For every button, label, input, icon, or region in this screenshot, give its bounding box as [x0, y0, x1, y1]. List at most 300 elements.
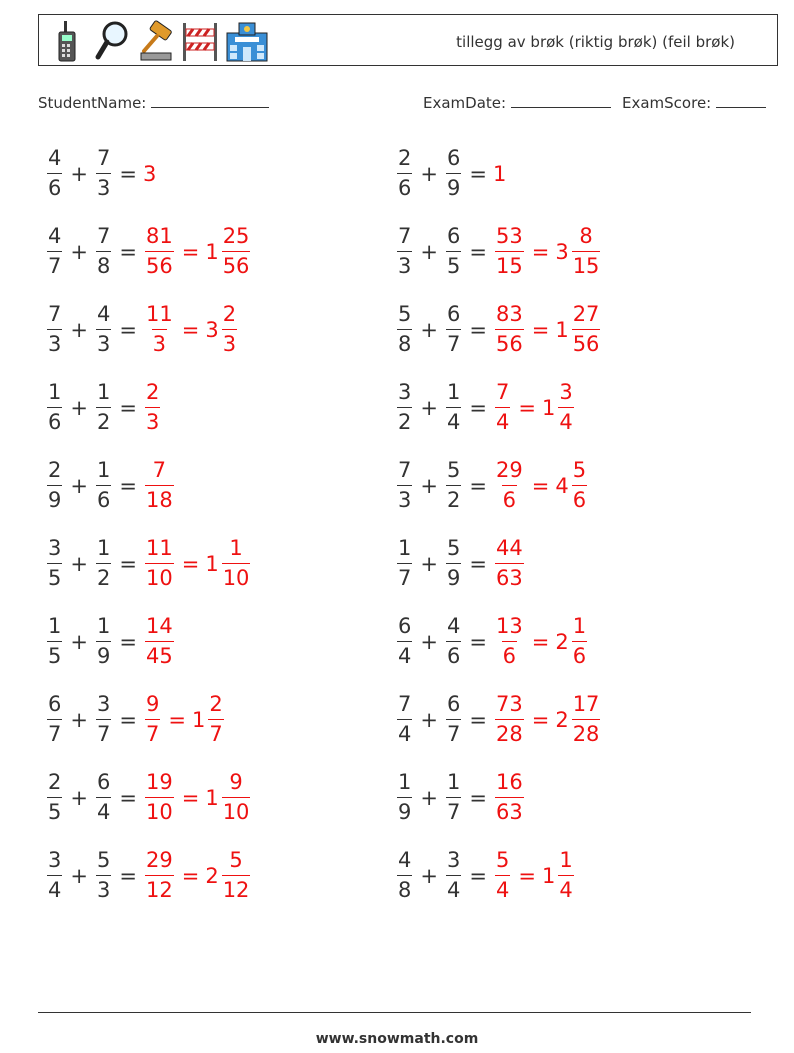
numerator: 19: [145, 770, 173, 794]
problem-2: [45, 226, 252, 277]
addend-fraction: [47, 148, 62, 199]
problem-10: [45, 850, 252, 901]
improper-fraction: [145, 772, 174, 823]
denominator: 4: [47, 875, 62, 901]
numerator: 1: [398, 536, 412, 560]
plus-sign: +: [420, 317, 438, 342]
addend-fraction: [47, 304, 62, 355]
denominator: 9: [446, 563, 461, 589]
equals-sign: =: [469, 473, 487, 498]
numerator: 81: [145, 224, 173, 248]
addend-fraction: [47, 616, 62, 667]
answer: [493, 162, 507, 186]
numerator: 1: [398, 770, 412, 794]
addend-fraction: [397, 304, 412, 355]
addend-fraction: [96, 226, 111, 277]
numerator: 3: [96, 692, 111, 716]
numerator: 4: [96, 302, 111, 326]
equals-sign: =: [181, 863, 200, 888]
plus-sign: +: [420, 395, 438, 420]
addend-fraction: [446, 850, 461, 901]
problem-16: [395, 538, 526, 589]
barrier-icon: [181, 19, 219, 63]
problem-8: [45, 694, 226, 745]
numerator: 8: [579, 224, 593, 248]
numerator: 1: [446, 380, 461, 404]
mixed-fraction: [222, 772, 251, 823]
denominator: 8: [397, 329, 412, 355]
numerator: 1: [572, 614, 587, 638]
denominator: 4: [558, 407, 573, 433]
footer-url: www.snowmath.com: [315, 1031, 479, 1047]
denominator: 9: [96, 641, 111, 667]
plus-sign: +: [70, 629, 88, 654]
numerator: 5: [398, 302, 412, 326]
problem-9: [45, 772, 252, 823]
exam-date-label: ExamDate:: [423, 94, 507, 112]
equals-sign: =: [469, 785, 487, 810]
equals-sign: =: [531, 473, 550, 498]
improper-fraction: [495, 460, 524, 511]
numerator: 1: [229, 536, 243, 560]
denominator: 4: [397, 641, 412, 667]
equals-sign: =: [531, 629, 550, 654]
numerator: 1: [48, 614, 62, 638]
denominator: 7: [47, 719, 62, 745]
whole-number: 3: [205, 317, 219, 342]
plus-sign: +: [70, 863, 88, 888]
addend-fraction: [446, 616, 461, 667]
numerator: 3: [446, 848, 461, 872]
whole-number: 1: [492, 161, 507, 186]
problem-13: [395, 304, 602, 355]
numerator: 4: [48, 146, 62, 170]
answer: [493, 694, 602, 745]
numerator: 17: [572, 692, 600, 716]
answer: [143, 616, 176, 667]
numerator: 7: [96, 146, 111, 170]
denominator: 10: [222, 797, 251, 823]
numerator: 1: [96, 380, 111, 404]
denominator: 7: [208, 719, 223, 745]
numerator: 3: [48, 848, 62, 872]
addend-fraction: [397, 538, 412, 589]
improper-fraction: [495, 226, 524, 277]
numerator: 1: [559, 848, 573, 872]
numerator: 27: [572, 302, 600, 326]
denominator: 6: [572, 641, 587, 667]
numerator: 7: [48, 302, 62, 326]
equals-sign: =: [469, 395, 487, 420]
denominator: 10: [145, 563, 174, 589]
numerator: 7: [398, 692, 412, 716]
addend-fraction: [96, 382, 111, 433]
plus-sign: +: [70, 161, 88, 186]
denominator: 28: [572, 719, 601, 745]
numerator: 5: [495, 848, 510, 872]
denominator: 4: [495, 875, 510, 901]
numerator: 53: [495, 224, 523, 248]
addend-fraction: [397, 382, 412, 433]
mixed-fraction: [222, 538, 251, 589]
walkie-talkie-icon: [49, 19, 87, 63]
whole-number: 3: [142, 161, 157, 186]
addend-fraction: [96, 850, 111, 901]
addend-fraction: [397, 850, 412, 901]
denominator: 9: [397, 797, 412, 823]
equals-sign: =: [119, 863, 137, 888]
numerator: 73: [495, 692, 523, 716]
addend-fraction: [397, 694, 412, 745]
plus-sign: +: [70, 551, 88, 576]
denominator: 2: [397, 407, 412, 433]
mixed-fraction: [222, 304, 237, 355]
denominator: 3: [96, 173, 111, 199]
problem-14: [395, 382, 576, 433]
addend-fraction: [47, 382, 62, 433]
addend-fraction: [47, 850, 62, 901]
problem-6: [45, 538, 252, 589]
numerator: 2: [222, 302, 237, 326]
answer: [493, 538, 526, 589]
numerator: 2: [145, 380, 160, 404]
denominator: 3: [96, 329, 111, 355]
numerator: 5: [446, 458, 461, 482]
denominator: 2: [96, 563, 111, 589]
answer: [143, 460, 176, 511]
numerator: 7: [495, 380, 510, 404]
equals-sign: =: [469, 239, 487, 264]
equals-sign: =: [518, 863, 536, 888]
improper-fraction: [145, 460, 174, 511]
numerator: 2: [48, 770, 62, 794]
numerator: 7: [398, 224, 412, 248]
numerator: 3: [559, 380, 573, 404]
plus-sign: +: [70, 473, 88, 498]
denominator: 3: [222, 329, 237, 355]
plus-sign: +: [420, 863, 438, 888]
denominator: 4: [96, 797, 111, 823]
student-name-field: [38, 93, 269, 112]
problem-18: [395, 694, 602, 745]
answer: [143, 772, 252, 823]
problem-4: [45, 382, 162, 433]
denominator: 45: [145, 641, 174, 667]
addend-fraction: [96, 460, 111, 511]
addend-fraction: [96, 772, 111, 823]
denominator: 9: [47, 485, 62, 511]
addend-fraction: [96, 304, 111, 355]
numerator: 7: [398, 458, 412, 482]
problem-5: [45, 460, 176, 511]
mixed-fraction: [222, 226, 251, 277]
addend-fraction: [397, 226, 412, 277]
problem-20: [395, 850, 576, 901]
mixed-fraction: [558, 850, 573, 901]
addend-fraction: [446, 460, 461, 511]
equals-sign: =: [531, 707, 550, 732]
addend-fraction: [446, 382, 461, 433]
answer: [143, 694, 226, 745]
problem-1: [45, 148, 157, 199]
improper-fraction: [145, 538, 174, 589]
numerator: 83: [495, 302, 523, 326]
plus-sign: +: [420, 473, 438, 498]
equals-sign: =: [168, 707, 186, 732]
denominator: 6: [96, 485, 111, 511]
equals-sign: =: [181, 239, 200, 264]
denominator: 9: [446, 173, 461, 199]
numerator: 6: [96, 770, 111, 794]
denominator: 56: [145, 251, 174, 277]
answer: [493, 382, 576, 433]
addend-fraction: [47, 772, 62, 823]
denominator: 4: [397, 719, 412, 745]
addend-fraction: [446, 304, 461, 355]
numerator: 13: [495, 614, 523, 638]
plus-sign: +: [70, 317, 88, 342]
addend-fraction: [47, 538, 62, 589]
whole-number: 2: [555, 629, 569, 654]
numerator: 1: [96, 614, 111, 638]
denominator: 63: [495, 563, 524, 589]
plus-sign: +: [70, 785, 88, 810]
answer: [493, 226, 602, 277]
numerator: 29: [495, 458, 523, 482]
problem-11: [395, 148, 507, 199]
denominator: 15: [572, 251, 601, 277]
equals-sign: =: [469, 317, 487, 342]
equals-sign: =: [119, 395, 137, 420]
numerator: 2: [48, 458, 62, 482]
denominator: 4: [446, 875, 461, 901]
addend-fraction: [397, 148, 412, 199]
whole-number: 1: [541, 395, 556, 420]
answer: [493, 772, 526, 823]
plus-sign: +: [420, 629, 438, 654]
improper-fraction: [145, 616, 174, 667]
denominator: 4: [446, 407, 461, 433]
addend-fraction: [96, 538, 111, 589]
mixed-fraction: [572, 460, 587, 511]
equals-sign: =: [469, 707, 487, 732]
denominator: 2: [96, 407, 111, 433]
footer-divider: [38, 1012, 751, 1013]
numerator: 11: [145, 302, 173, 326]
answer: [493, 616, 589, 667]
mixed-fraction: [572, 304, 601, 355]
exam-date-blank: [511, 93, 611, 108]
whole-number: 1: [555, 317, 569, 342]
denominator: 4: [558, 875, 573, 901]
numerator: 1: [446, 770, 461, 794]
denominator: 5: [47, 797, 62, 823]
addend-fraction: [446, 226, 461, 277]
numerator: 16: [495, 770, 523, 794]
equals-sign: =: [119, 161, 137, 186]
improper-fraction: [145, 304, 174, 355]
denominator: 6: [47, 407, 62, 433]
whole-number: 1: [191, 707, 206, 732]
denominator: 4: [495, 407, 510, 433]
improper-fraction: [145, 382, 160, 433]
exam-score-blank: [716, 93, 766, 108]
numerator: 29: [145, 848, 173, 872]
numerator: 25: [222, 224, 250, 248]
numerator: 14: [145, 614, 173, 638]
problem-12: [395, 226, 602, 277]
mixed-fraction: [572, 616, 587, 667]
numerator: 3: [398, 380, 412, 404]
numerator: 9: [229, 770, 243, 794]
mixed-fraction: [572, 694, 601, 745]
numerator: 5: [96, 848, 111, 872]
improper-fraction: [495, 850, 510, 901]
mixed-fraction: [558, 382, 573, 433]
numerator: 6: [398, 614, 412, 638]
answer: [493, 460, 589, 511]
improper-fraction: [145, 694, 160, 745]
numerator: 5: [572, 458, 587, 482]
plus-sign: +: [420, 707, 438, 732]
denominator: 7: [446, 719, 461, 745]
answer: [143, 162, 157, 186]
equals-sign: =: [119, 473, 137, 498]
numerator: 1: [48, 380, 62, 404]
equals-sign: =: [469, 161, 487, 186]
problem-3: [45, 304, 239, 355]
denominator: 3: [397, 251, 412, 277]
denominator: 5: [446, 251, 461, 277]
denominator: 7: [446, 329, 461, 355]
numerator: 11: [145, 536, 173, 560]
denominator: 10: [222, 563, 251, 589]
exam-date-field: [423, 93, 611, 112]
improper-fraction: [495, 694, 524, 745]
addend-fraction: [446, 148, 461, 199]
exam-score-field: [622, 93, 766, 112]
denominator: 2: [446, 485, 461, 511]
whole-number: 3: [555, 239, 569, 264]
equals-sign: =: [119, 551, 137, 576]
denominator: 8: [96, 251, 111, 277]
denominator: 7: [47, 251, 62, 277]
numerator: 6: [446, 146, 461, 170]
whole-number: 4: [555, 473, 569, 498]
numerator: 6: [446, 302, 461, 326]
denominator: 18: [145, 485, 174, 511]
denominator: 12: [222, 875, 251, 901]
numerator: 9: [145, 692, 160, 716]
problem-15: [395, 460, 589, 511]
plus-sign: +: [70, 239, 88, 264]
header-box: [38, 14, 778, 66]
equals-sign: =: [119, 629, 137, 654]
whole-number: 1: [205, 239, 219, 264]
improper-fraction: [495, 538, 524, 589]
numerator: 7: [152, 458, 167, 482]
numerator: 5: [446, 536, 461, 560]
denominator: 6: [446, 641, 461, 667]
denominator: 3: [397, 485, 412, 511]
denominator: 6: [572, 485, 587, 511]
equals-sign: =: [531, 239, 550, 264]
denominator: 6: [502, 641, 517, 667]
addend-fraction: [96, 148, 111, 199]
denominator: 5: [47, 641, 62, 667]
equals-sign: =: [181, 785, 200, 810]
denominator: 3: [96, 875, 111, 901]
improper-fraction: [495, 382, 510, 433]
improper-fraction: [495, 772, 524, 823]
mixed-fraction: [208, 694, 223, 745]
equals-sign: =: [518, 395, 536, 420]
numerator: 5: [229, 848, 243, 872]
header-icons: [49, 19, 269, 63]
problem-7: [45, 616, 176, 667]
gavel-icon: [137, 19, 175, 63]
numerator: 4: [446, 614, 461, 638]
numerator: 1: [96, 536, 111, 560]
police-station-icon: [225, 19, 269, 63]
whole-number: 1: [541, 863, 556, 888]
denominator: 5: [47, 563, 62, 589]
equals-sign: =: [469, 629, 487, 654]
numerator: 6: [446, 692, 461, 716]
equals-sign: =: [531, 317, 550, 342]
equals-sign: =: [181, 551, 200, 576]
problem-17: [395, 616, 589, 667]
improper-fraction: [145, 850, 174, 901]
numerator: 7: [96, 224, 111, 248]
denominator: 6: [502, 485, 517, 511]
denominator: 7: [96, 719, 111, 745]
improper-fraction: [495, 304, 524, 355]
addend-fraction: [47, 460, 62, 511]
answer: [143, 226, 252, 277]
plus-sign: +: [70, 707, 88, 732]
denominator: 56: [222, 251, 251, 277]
mixed-fraction: [222, 850, 251, 901]
addend-fraction: [446, 772, 461, 823]
denominator: 12: [145, 875, 174, 901]
equals-sign: =: [119, 707, 137, 732]
denominator: 8: [397, 875, 412, 901]
whole-number: 1: [205, 785, 219, 810]
numerator: 2: [398, 146, 412, 170]
whole-number: 1: [205, 551, 219, 576]
exam-score-label: ExamScore:: [622, 94, 712, 112]
answer: [143, 538, 252, 589]
numerator: 4: [48, 224, 62, 248]
equals-sign: =: [181, 317, 200, 342]
denominator: 7: [446, 797, 461, 823]
numerator: 1: [96, 458, 111, 482]
student-name-blank: [151, 93, 269, 108]
plus-sign: +: [70, 395, 88, 420]
numerator: 6: [446, 224, 461, 248]
numerator: 2: [209, 692, 223, 716]
addend-fraction: [397, 616, 412, 667]
denominator: 28: [495, 719, 524, 745]
whole-number: 2: [205, 863, 219, 888]
addend-fraction: [397, 460, 412, 511]
denominator: 3: [145, 407, 160, 433]
numerator: 4: [398, 848, 412, 872]
equals-sign: =: [119, 785, 137, 810]
denominator: 7: [397, 563, 412, 589]
worksheet-title: tillegg av brøk (riktig brøk) (feil brøk): [456, 33, 735, 51]
